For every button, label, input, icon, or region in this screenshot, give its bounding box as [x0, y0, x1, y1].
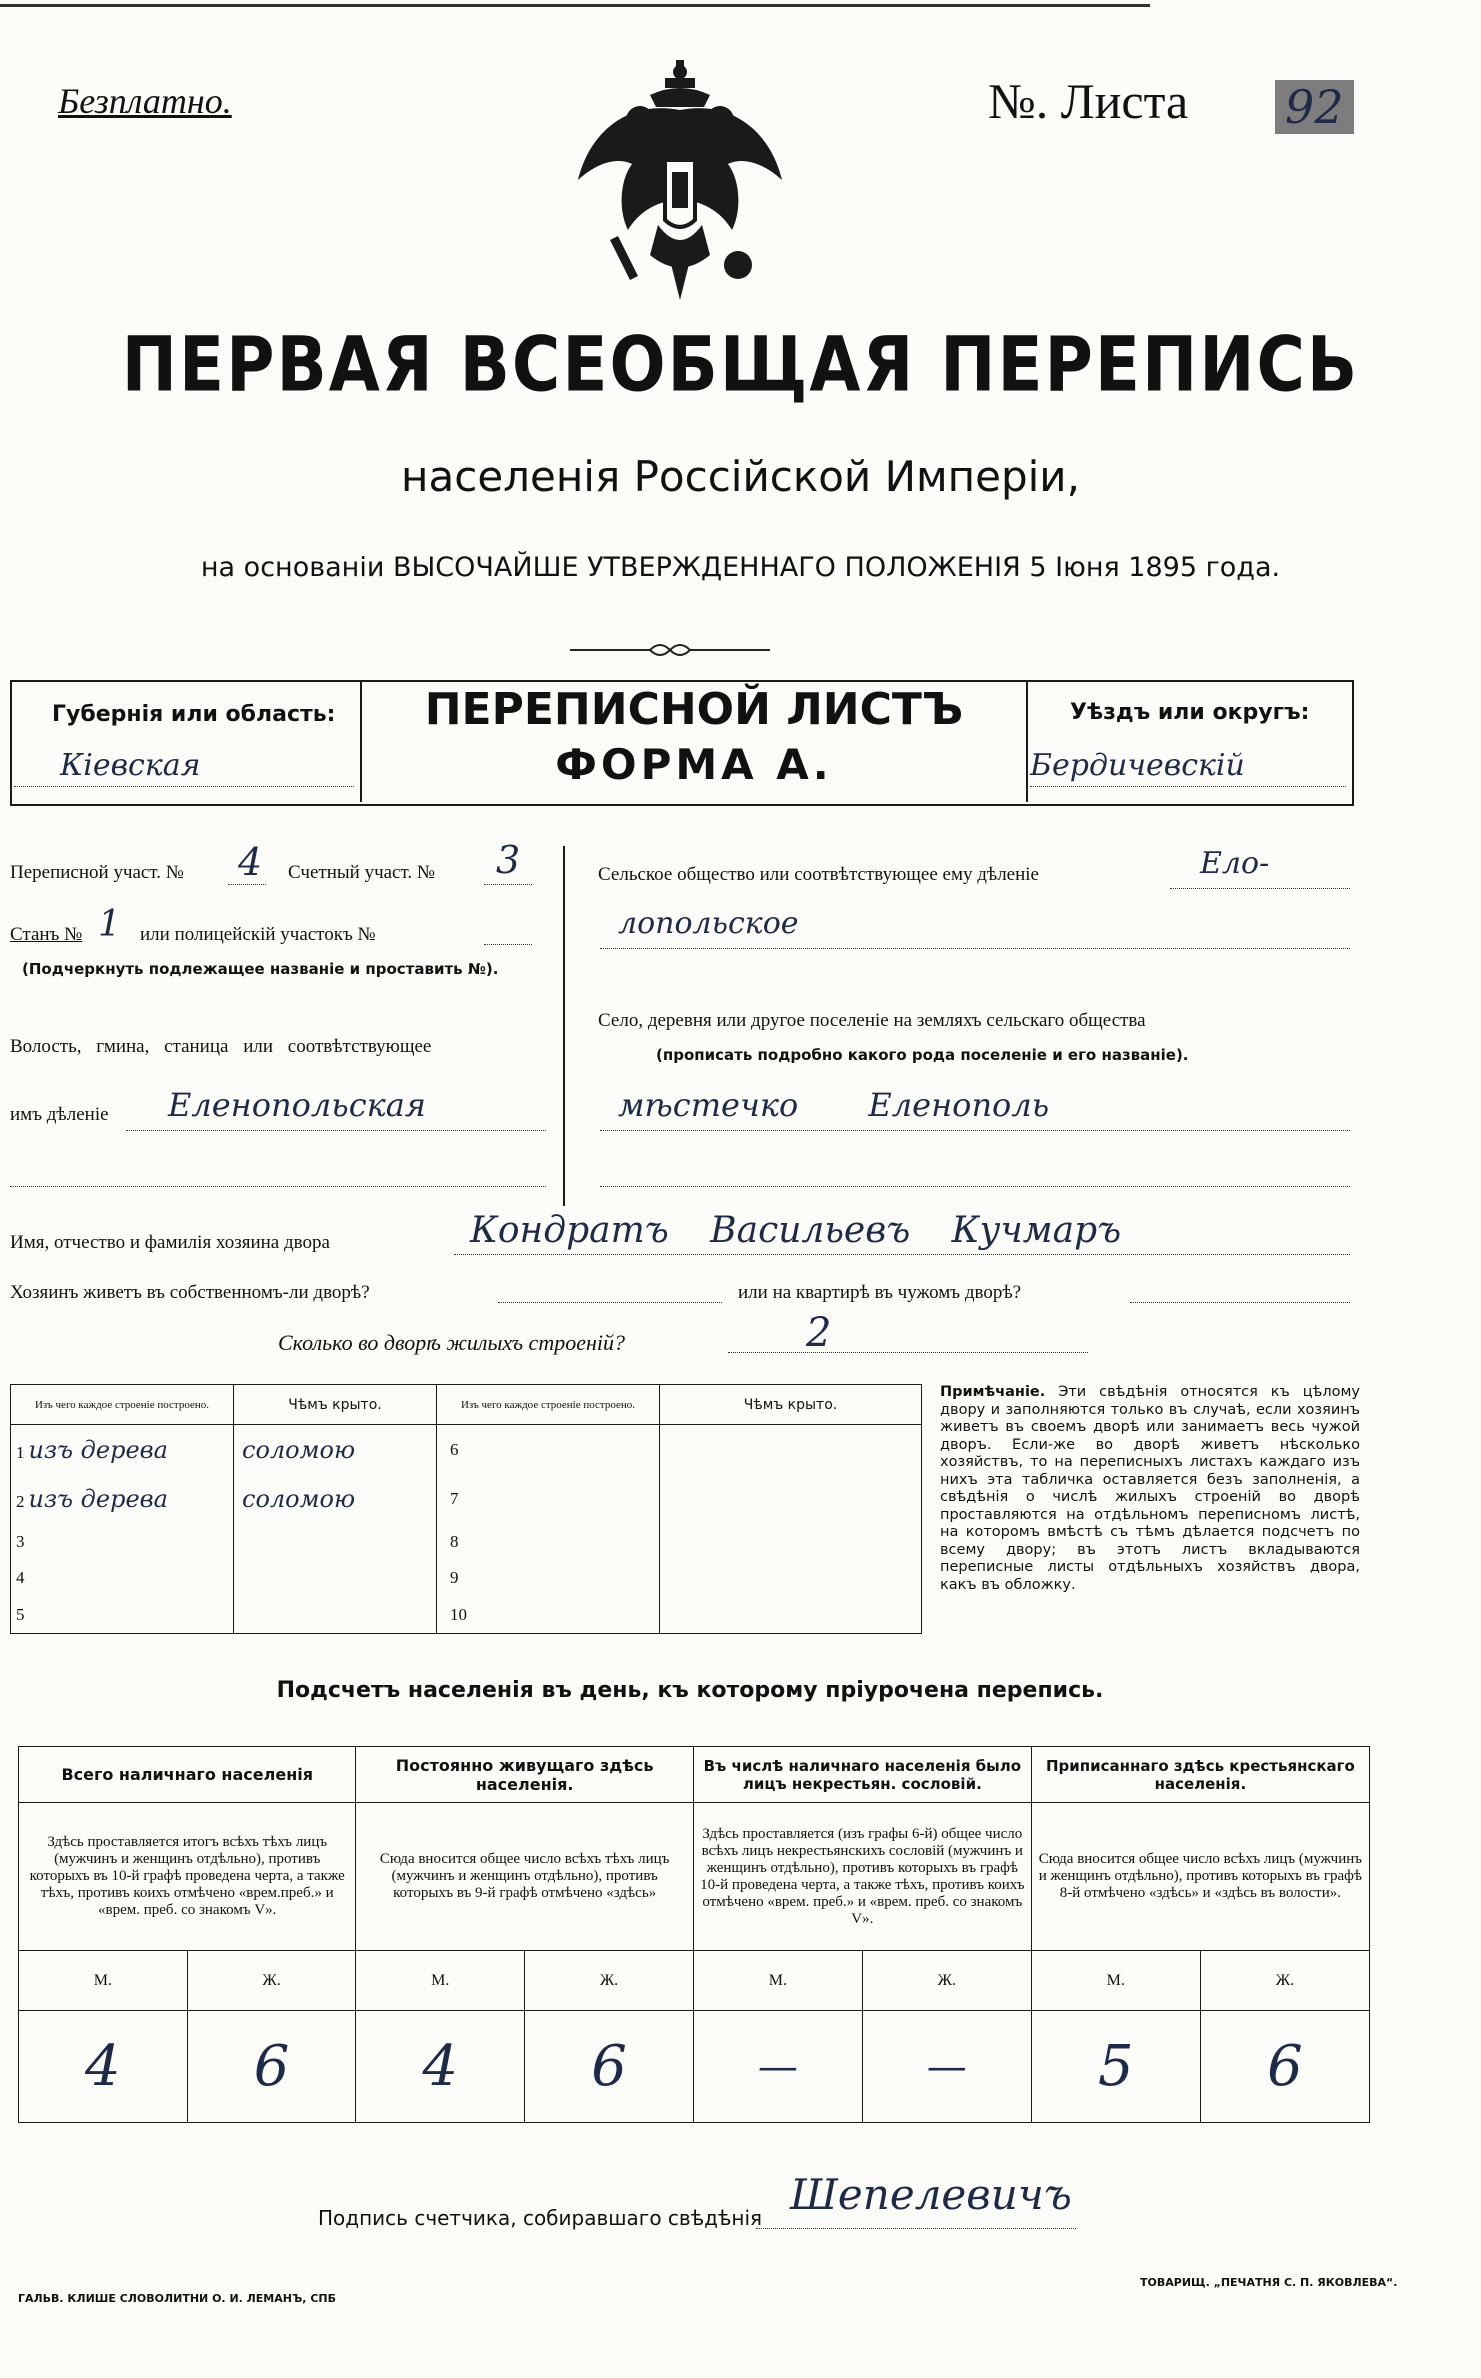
population-header-row [19, 1747, 1370, 1803]
population-table [18, 1746, 1370, 2123]
signature-label: Подпись счетчика, собиравшаго свѣдѣнія [318, 2206, 763, 2230]
underline-note: (Подчеркнуть подлежащее названіе и проставить №). [22, 960, 499, 978]
census-district-value: 4 [238, 840, 263, 884]
material-value: изъ дерева [28, 1435, 168, 1464]
permanent-male-value: 4 [356, 2011, 525, 2123]
table-row [11, 1560, 922, 1596]
building-material-cell [11, 1475, 234, 1524]
building-material-cell [437, 1596, 660, 1633]
row-number: 3 [16, 1532, 25, 1552]
printer-left: ГАЛЬВ. КЛИШЕ СЛОВОЛИТНИ О. И. ЛЕМАНЪ, СПБ [18, 2292, 336, 2305]
census-district-line [228, 884, 266, 885]
table-row [11, 1596, 922, 1633]
society-value-2: лопольское [618, 906, 799, 941]
buildings-count-value: 2 [806, 1310, 832, 1356]
printer-right: ТОВАРИЩ. „ПЕЧАТНЯ С. П. ЯКОВЛЕВА“. [1140, 2276, 1398, 2289]
population-desc-row [19, 1803, 1370, 1951]
band-divider-right [1026, 680, 1028, 802]
rent-line [1130, 1302, 1350, 1303]
owner-line [454, 1254, 1350, 1255]
roof-value [660, 1425, 922, 1475]
group-desc-total: Здѣсь проставляется итогъ всѣхъ тѣхъ лицъ (мужчинъ и женщинъ отдѣльно), противъ которыхъ въ 10-й графѣ проведена черта, а также тѣхъ, противъ коихъ отмѣчено «врем.преб.» и «врем. преб. со знакомъ V». [19, 1803, 356, 1951]
gubernia-value: Кіевская [60, 748, 201, 783]
roof-value [234, 1560, 437, 1596]
ornament-divider [570, 640, 770, 660]
sheet-title: ПЕРЕПИСНОЙ ЛИСТЪ [424, 684, 964, 735]
material-value: изъ дерева [28, 1485, 168, 1514]
group-desc-permanent: Сюда вносится общее число всѣхъ тѣхъ лицъ (мужчинъ и женщинъ отдѣльно), противъ которыхъ въ 9-й графѣ отмѣчено «здѣсь» [356, 1803, 693, 1951]
non-peasant-male-value: — [693, 2011, 862, 2123]
col-material-left: Изъ чего каждое строеніе построено. [11, 1385, 234, 1425]
village-label: Село, деревня или другое поселеніе на земляхъ сельскаго общества [598, 1010, 1146, 1031]
counter-signature: Шепелевичъ [790, 2170, 1072, 2219]
legal-basis: на основаніи ВЫСОЧАЙШЕ УТВЕРЖДЕННАГО ПОЛОЖЕНІЯ 5 Іюня 1895 года. [200, 552, 1281, 583]
roof-value [234, 1524, 437, 1560]
building-material-cell [11, 1596, 234, 1633]
group-head-registered: Приписаннаго здѣсь крестьянскаго населенія. [1031, 1747, 1369, 1803]
note-title: Примѣчаніе. [940, 1384, 1046, 1400]
stan-label: Станъ № [10, 924, 83, 945]
own-yard-line [498, 1302, 722, 1303]
count-district-line [484, 884, 532, 885]
uezd-value: Бердичевскій [1030, 748, 1245, 783]
buildings-table [10, 1384, 922, 1634]
group-head-permanent: Постоянно живущаго здѣсь населенія. [356, 1747, 693, 1803]
count-district-label: Счетный участ. № [288, 862, 435, 883]
group-head-total: Всего наличнаго населенія [19, 1747, 356, 1803]
col-material-right: Изъ чего каждое строеніе построено. [437, 1385, 660, 1425]
population-values-row [19, 2011, 1370, 2123]
gubernia-line [14, 786, 354, 787]
permanent-female-value: 6 [525, 2011, 694, 2123]
row-number: 2 [16, 1492, 25, 1512]
building-material-cell [437, 1425, 660, 1475]
row-number: 1 [16, 1442, 25, 1462]
group-head-non-peasant: Въ числѣ наличнаго населенія было лицъ некрестьян. сословій. [693, 1747, 1031, 1803]
table-row [11, 1475, 922, 1524]
buildings-note [940, 1384, 1360, 1594]
roof-value [660, 1560, 922, 1596]
female-header: Ж. [1200, 1951, 1369, 2011]
owner-value: Кондратъ Васильевъ Кучмаръ [470, 1210, 1122, 1251]
building-material-cell [11, 1560, 234, 1596]
gubernia-label: Губернія или область: [52, 702, 336, 727]
total-male-value: 4 [19, 2011, 188, 2123]
male-header: М. [693, 1951, 862, 2011]
society-label: Сельское общество или соотвѣтствующее ему дѣленіе [598, 864, 1039, 885]
stan-value: 1 [98, 904, 121, 945]
volost-label: Волость, гмина, станица или соотвѣтствующее [10, 1036, 432, 1057]
building-material-cell [437, 1475, 660, 1524]
volost-value: Еленопольская [168, 1086, 426, 1124]
society-line-1 [1170, 888, 1350, 889]
roof-value: соломою [234, 1425, 437, 1475]
volost-line [126, 1130, 546, 1131]
building-material-cell [437, 1560, 660, 1596]
female-header: Ж. [862, 1951, 1031, 2011]
row-number: 7 [450, 1489, 459, 1509]
row-number: 4 [16, 1568, 25, 1588]
census-title: ПЕРВАЯ ВСЕОБЩАЯ ПЕРЕПИСЬ [121, 320, 1360, 409]
village-line-2 [600, 1186, 1350, 1187]
group-desc-non-peasant: Здѣсь проставляется (изъ графы 6-й) общее число всѣхъ лицъ некрестьянскихъ сословій (мужчинъ и женщинъ отдѣльно), противъ которыхъ въ графѣ 10-й проведена черта, а также тѣхъ, противъ коихъ отмѣчено «врем. преб.» и «врем. преб. со знакомъ V». [693, 1803, 1031, 1951]
middle-vertical-divider [563, 846, 565, 1206]
row-number: 5 [16, 1604, 25, 1624]
form-label: ФОРМА А. [555, 740, 833, 789]
roof-value: соломою [234, 1475, 437, 1524]
census-district-label: Переписной участ. № [10, 862, 184, 883]
uezd-label: Уѣздъ или округъ: [1070, 700, 1310, 725]
roof-value [234, 1596, 437, 1633]
count-district-value: 3 [496, 838, 521, 882]
registered-female-value: 6 [1200, 2011, 1369, 2123]
signature-line [756, 2228, 1076, 2229]
police-label: или полицейскій участокъ № [140, 924, 376, 945]
female-header: Ж. [187, 1951, 356, 2011]
col-roof-left: Чѣмъ крыто. [234, 1385, 437, 1425]
top-edge-line [0, 4, 1150, 7]
buildings-header-row [11, 1385, 922, 1425]
building-material-cell [11, 1425, 234, 1475]
total-female-value: 6 [187, 2011, 356, 2123]
society-value-1: Ело- [1200, 846, 1270, 881]
female-header: Ж. [525, 1951, 694, 2011]
male-header: М. [1031, 1951, 1200, 2011]
group-desc-registered: Сюда вносится общее число всѣхъ лицъ (мужчинъ и женщинъ отдѣльно), противъ которыхъ въ графѣ 8-й отмѣчено «здѣсь» и «здѣсь въ волости». [1031, 1803, 1369, 1951]
row-number: 8 [450, 1532, 459, 1552]
row-number: 6 [450, 1439, 459, 1459]
village-note: (прописать подробно какого рода поселеніе и его названіе). [656, 1046, 1189, 1064]
police-line [484, 944, 532, 945]
row-number: 9 [450, 1568, 459, 1588]
table-row [11, 1524, 922, 1560]
census-subtitle: населенія Россійской Имперіи, [401, 452, 1080, 501]
row-number: 10 [450, 1604, 467, 1624]
free-stamp: Безплатно. [58, 81, 232, 121]
imperial-eagle-emblem [570, 60, 790, 300]
male-header: М. [356, 1951, 525, 2011]
non-peasant-female-value: — [862, 2011, 1031, 2123]
village-value: мѣстечко Еленополь [618, 1086, 1050, 1124]
col-roof-right: Чѣмъ крыто. [660, 1385, 922, 1425]
table-row [11, 1425, 922, 1475]
population-title: Подсчетъ населенія въ день, къ которому пріурочена перепись. [276, 1678, 1104, 1703]
sheet-number-label: №. Листа [988, 73, 1189, 129]
sex-header-row [19, 1951, 1370, 2011]
buildings-count-line [728, 1352, 1088, 1353]
volost-label-2: имъ дѣленіе [10, 1104, 109, 1125]
note-text: Эти свѣдѣнія относятся къ цѣлому двору и заполняются только въ случаѣ, если хозяинъ живетъ въ своемъ дворѣ или занимаетъ весь чужой дворъ. Если-же во дворѣ живетъ нѣсколько хозяйствъ, то на переписныхъ листахъ каждаго изъ нихъ эта табличка оставляется безъ заполненія, а свѣдѣнія о числѣ жилыхъ строеній во дворѣ проставляются на отдѣльномъ переписномъ листѣ, на которомъ вмѣстѣ съ тѣмъ дѣлается подсчетъ по всему двору; въ этотъ листъ вкладываются переписные листы отдѣльныхъ хозяйствъ двора, какъ въ обложку. [940, 1384, 1360, 1593]
sheet-number-value: 92 [1275, 80, 1354, 134]
buildings-count-label: Сколько во дворѣ жилыхъ строеній? [278, 1330, 625, 1355]
volost-line-2 [10, 1186, 546, 1187]
owner-label: Имя, отчество и фамилія хозяина двора [10, 1232, 330, 1253]
village-line-1 [600, 1130, 1350, 1131]
roof-value [660, 1524, 922, 1560]
roof-value [660, 1475, 922, 1524]
registered-male-value: 5 [1031, 2011, 1200, 2123]
roof-value [660, 1596, 922, 1633]
society-line-2 [600, 948, 1350, 949]
uezd-line [1030, 786, 1346, 787]
building-material-cell [437, 1524, 660, 1560]
male-header: М. [19, 1951, 188, 2011]
building-material-cell [11, 1524, 234, 1560]
own-yard-label: Хозяинъ живетъ въ собственномъ-ли дворѣ? [10, 1282, 370, 1303]
rent-label: или на квартирѣ въ чужомъ дворѣ? [738, 1282, 1022, 1303]
